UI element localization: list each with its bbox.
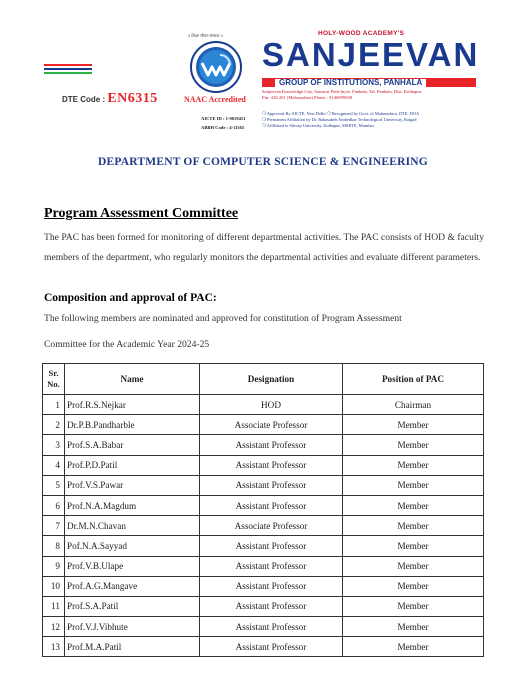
naac-accredited: NAAC Accredited	[184, 95, 246, 104]
header-designation: Designation	[200, 364, 343, 395]
dte-code-value: EN6315	[107, 91, 158, 106]
header-position: Position of PAC	[343, 364, 484, 395]
table-row	[43, 495, 484, 515]
cell-designation: Assistant Professor	[200, 617, 343, 637]
members-note-line: Committee for the Academic Year 2024-25	[44, 339, 210, 350]
cell-sr-no: 9	[43, 556, 65, 576]
letterhead-stripes	[44, 64, 92, 76]
pac-members-table	[42, 363, 484, 657]
address	[262, 89, 476, 101]
cell-sr-no: 8	[43, 536, 65, 556]
approval-line: ❍ Affiliated to Shivaji University, Kolhapur, MSBTE, Mumbai.	[262, 123, 375, 128]
cell-position: Member	[343, 576, 484, 596]
group-name: GROUP OF INSTITUTIONS, PANHALA	[275, 79, 426, 87]
department-title: DEPARTMENT OF COMPUTER SCIENCE & ENGINEERING	[98, 156, 428, 168]
cell-sr-no: 13	[43, 637, 65, 657]
table-row	[43, 637, 484, 657]
members-note-line: The following members are nominated and approved for constitution of Program Assessment	[44, 313, 402, 324]
cell-position: Member	[343, 455, 484, 475]
cell-sr-no: 4	[43, 455, 65, 475]
header-sr-no: Sr. No.	[43, 364, 65, 395]
cell-name: Prof.S.A.Babar	[65, 435, 200, 455]
cell-position: Member	[343, 495, 484, 515]
aicte-codes	[201, 114, 246, 132]
cell-designation: HOD	[200, 395, 343, 415]
cell-name: Prof.M.A.Patil	[65, 637, 200, 657]
affiliation-code: ABBH Code : 4-11565	[201, 125, 245, 130]
cell-designation: Assistant Professor	[200, 596, 343, 616]
cell-sr-no: 2	[43, 415, 65, 435]
cell-name: Prof.N.A.Magdum	[65, 495, 200, 515]
approval-line: ❍ Approved By AICTE, New Delhi ❍ Recognized by Govt. of Maharashtra, DTE, DOA	[262, 111, 420, 116]
dte-code-label: DTE Code :	[62, 95, 106, 104]
cell-designation: Assistant Professor	[200, 435, 343, 455]
cell-sr-no: 10	[43, 576, 65, 596]
table-row	[43, 536, 484, 556]
header-name: Name	[65, 364, 200, 395]
holy-wood-academy: HOLY-WOOD ACADEMY'S	[318, 30, 405, 37]
cell-designation: Associate Professor	[200, 516, 343, 536]
section-title: Program Assessment Committee	[44, 206, 239, 221]
cell-position: Member	[343, 596, 484, 616]
cell-designation: Assistant Professor	[200, 556, 343, 576]
table-row	[43, 415, 484, 435]
cell-designation: Assistant Professor	[200, 536, 343, 556]
table-row	[43, 576, 484, 596]
cell-name: Prof.R.S.Nejkar	[65, 395, 200, 415]
cell-designation: Assistant Professor	[200, 637, 343, 657]
approvals	[262, 111, 482, 129]
cell-designation: Assistant Professor	[200, 576, 343, 596]
cell-name: Dr.P.B.Pandharble	[65, 415, 200, 435]
cell-sr-no: 1	[43, 395, 65, 415]
institute-emblem-icon	[190, 41, 242, 93]
cell-position: Chairman	[343, 395, 484, 415]
cell-name: Prof.P.D.Patil	[65, 455, 200, 475]
intro-paragraph: The PAC has been formed for monitoring of different departmental activities. The PAC consists of HOD & faculty members of the department, who regularly monitors the departmental activities and evaluate different parameters.	[44, 232, 484, 263]
dte-code	[62, 91, 158, 107]
cell-designation: Assistant Professor	[200, 455, 343, 475]
table-header-row	[43, 364, 484, 395]
cell-name: Prof.V.S.Pawar	[65, 475, 200, 495]
cell-name: Prof.S.A.Patil	[65, 596, 200, 616]
table-row	[43, 516, 484, 536]
cell-sr-no: 6	[43, 495, 65, 515]
cell-position: Member	[343, 536, 484, 556]
cell-sr-no: 12	[43, 617, 65, 637]
cell-sr-no: 7	[43, 516, 65, 536]
table-row	[43, 475, 484, 495]
cell-sr-no: 11	[43, 596, 65, 616]
table-row	[43, 395, 484, 415]
table-row	[43, 435, 484, 455]
table-row	[43, 455, 484, 475]
cell-position: Member	[343, 556, 484, 576]
cell-position: Member	[343, 435, 484, 455]
cell-sr-no: 3	[43, 435, 65, 455]
cell-position: Member	[343, 637, 484, 657]
cell-designation: Assistant Professor	[200, 475, 343, 495]
address-line: Pin- 416 201 (Maharashtra) Phone : 9146999500	[262, 95, 353, 100]
cell-position: Member	[343, 415, 484, 435]
cell-name: Pof.N.A.Sayyad	[65, 536, 200, 556]
cell-sr-no: 5	[43, 475, 65, 495]
cell-name: Prof.V.B.Ulape	[65, 556, 200, 576]
table-row	[43, 556, 484, 576]
address-line: Sanjeevan Knowledge City, Somwar Peth-Inyle, Panhala, Tal. Panhala, Dist. Kolhapur.	[262, 89, 423, 94]
cell-position: Member	[343, 516, 484, 536]
cell-name: Prof.A.G.Mangave	[65, 576, 200, 596]
cell-designation: Associate Professor	[200, 415, 343, 435]
aicte-id: AICTE ID : 1-9019451	[201, 116, 246, 121]
approval-line: ❍ Permanent Affiliation by Dr. Babasaheb Ambedkar Technological University, Raigad	[262, 117, 417, 122]
brand-logo-text: SANJEEVAN	[262, 36, 480, 73]
cell-name: Prof.V.J.Vibhute	[65, 617, 200, 637]
cell-position: Member	[343, 617, 484, 637]
cell-position: Member	[343, 475, 484, 495]
cell-designation: Assistant Professor	[200, 495, 343, 515]
table-row	[43, 596, 484, 616]
table-row	[43, 617, 484, 637]
cell-name: Dr.M.N.Chavan	[65, 516, 200, 536]
emblem-motto: ॥ शिक्षा जीवन संस्कार ॥	[188, 33, 223, 38]
composition-heading: Composition and approval of PAC:	[44, 292, 217, 304]
